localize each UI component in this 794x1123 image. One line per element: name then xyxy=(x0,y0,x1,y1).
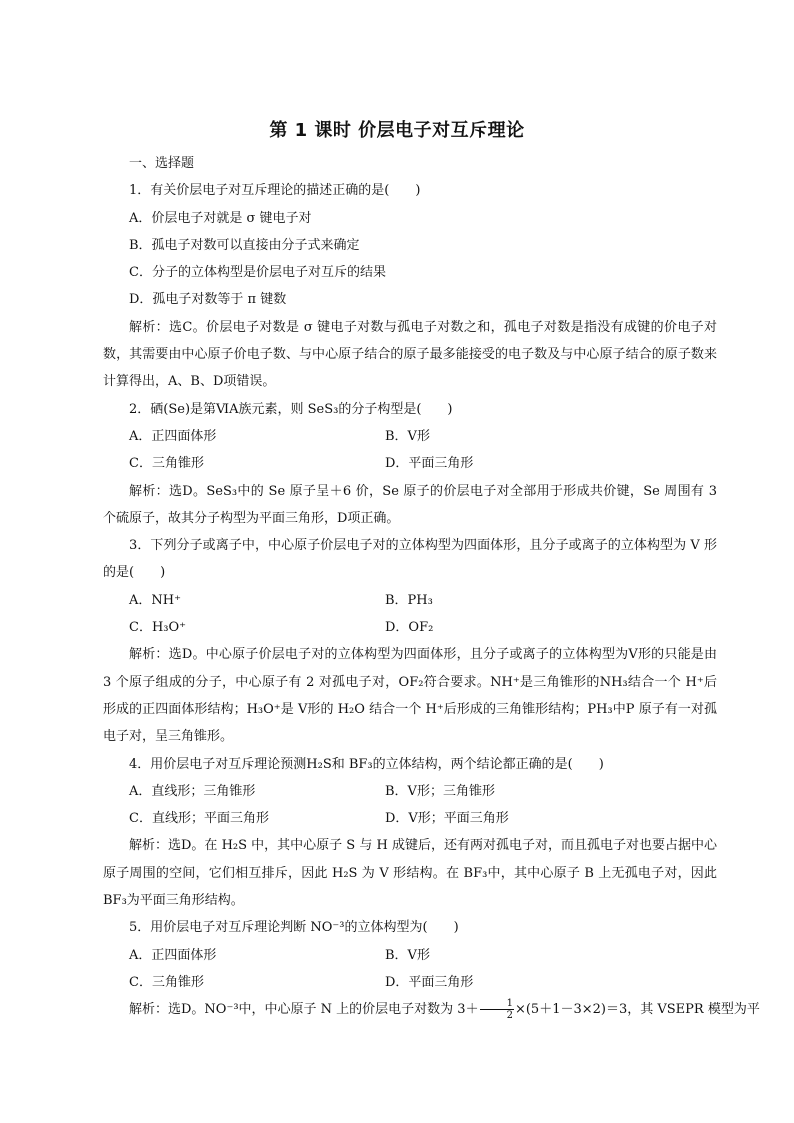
option-row xyxy=(103,587,717,614)
option-row xyxy=(103,942,717,969)
question-2 xyxy=(103,396,717,532)
option-a: A．正四面体形 xyxy=(129,947,217,963)
option-b: B．孤电子对数可以直接由分子式来确定 xyxy=(129,237,360,253)
option-c: C．三角锥形 xyxy=(129,456,204,472)
option-a: A．NH⁺ xyxy=(129,592,181,608)
option-d: D．平面三角形 xyxy=(385,456,474,472)
fraction-denominator: 2 xyxy=(506,1010,513,1022)
question-1 xyxy=(103,177,717,395)
option-row xyxy=(103,423,717,450)
option-b: B．V形；三角锥形 xyxy=(385,783,495,799)
option-c: C．分子的立体构型是价层电子对互斥的结果 xyxy=(129,265,386,281)
analysis-text-post: ×(5＋1－3×2)＝3，其 VSEPR 模型为平 xyxy=(514,1002,760,1018)
option-d: D．V形；平面三角形 xyxy=(385,811,509,827)
analysis xyxy=(103,996,760,1023)
analysis: 解析：选D。中心原子价层电子对的立体构型为四面体形，且分子或离子的立体构型为V形的只能是由 3 个原子组成的分子，中心原子有 2 对孤电子对，OF₂符合要求。NH⁺是三角锥形的NH₃结合一个 H⁺后形成的正四面体形结构；H₃O⁺是 V形的 H₂O 结合一个 H⁺后形成的三角锥形结构；PH₃中P 原子有一对孤电子对，呈三角锥形。 xyxy=(103,647,717,745)
option-row xyxy=(103,778,717,805)
option-a: A．直线形；三角锥形 xyxy=(129,783,256,799)
fraction-numerator: 1 xyxy=(480,998,514,1010)
document-body xyxy=(103,150,760,1024)
option-d: D．孤电子对数等于 π 键数 xyxy=(129,292,287,308)
option-row xyxy=(103,614,717,641)
option-row xyxy=(103,450,717,477)
question-stem: 3．下列分子或离子中，中心原子价层电子对的立体构型为四面体形，且分子或离子的立体构型为 V 形的是( ) xyxy=(103,538,717,581)
option-row xyxy=(103,805,717,832)
section-heading: 一、选择题 xyxy=(129,156,195,171)
option-b: B．V形 xyxy=(385,428,430,444)
question-4 xyxy=(103,751,717,915)
option-row xyxy=(103,969,717,996)
question-stem: 4．用价层电子对互斥理论预测H₂S和 BF₃的立体结构，两个结论都正确的是( ) xyxy=(129,756,604,772)
question-stem: 1．有关价层电子对互斥理论的描述正确的是( ) xyxy=(129,183,421,199)
option-c: C．H₃O⁺ xyxy=(129,620,187,636)
question-stem: 5．用价层电子对互斥理论判断 NO⁻³的立体构型为( ) xyxy=(129,920,459,936)
page-title: 第 1 课时 价层电子对互斥理论 xyxy=(269,120,525,141)
option-a: A．正四面体形 xyxy=(129,428,217,444)
analysis: 解析：选D。在 H₂S 中，其中心原子 S 与 H 成键后，还有两对孤电子对，而且孤电子对也要占据中心原子周围的空间，它们相互排斥，因此 H₂S 为 V 形结构。在 BF₃中，其中心原子 B 上无孤电子对，因此 BF₃为平面三角形结构。 xyxy=(103,838,717,909)
option-c: C．三角锥形 xyxy=(129,974,204,990)
question-5 xyxy=(103,914,760,1023)
analysis: 解析：选D。SeS₃中的 Se 原子呈＋6 价，Se 原子的价层电子对全部用于形成共价键，Se 周围有 3 个硫原子，故其分子构型为平面三角形，D项正确。 xyxy=(103,483,717,526)
option-b: B．PH₃ xyxy=(385,592,433,608)
question-stem: 2．硒(Se)是第ⅥA族元素，则 SeS₃的分子构型是( ) xyxy=(129,401,453,417)
option-b: B．V形 xyxy=(385,947,430,963)
option-d: D．OF₂ xyxy=(385,620,434,636)
question-3 xyxy=(103,532,717,750)
option-c: C．直线形；平面三角形 xyxy=(129,811,269,827)
analysis-text-pre: 解析：选D。NO⁻³中，中心原子 N 上的价层电子对数为 3＋ xyxy=(129,1002,479,1018)
fraction xyxy=(480,998,514,1021)
option-d: D．平面三角形 xyxy=(385,974,474,990)
analysis: 解析：选C。价层电子对数是 σ 键电子对数与孤电子对数之和，孤电子对数是指没有成键的价电子对数，其需要由中心原子价电子数、与中心原子结合的原子最多能接受的电子数及与中心原子结合的原子数来计算得出，A、B、D项错误。 xyxy=(103,319,717,390)
option-a: A．价层电子对就是 σ 键电子对 xyxy=(129,210,312,226)
